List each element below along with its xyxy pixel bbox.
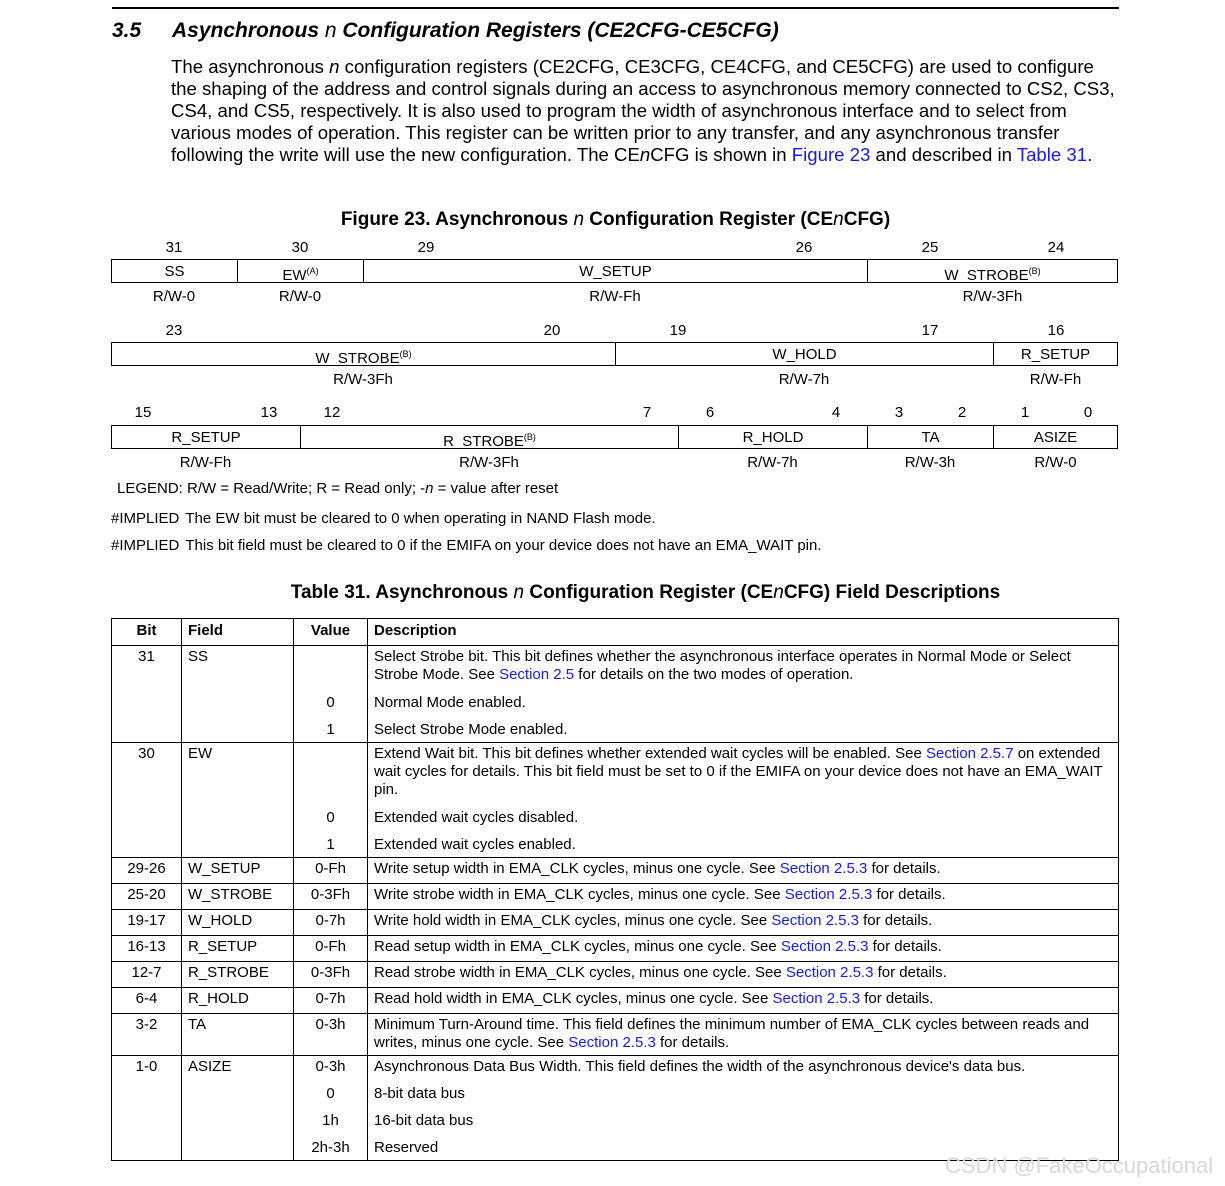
figure-title-text: CFG)	[843, 209, 891, 230]
field-w-hold	[616, 343, 994, 365]
header-description: Description	[368, 619, 1119, 646]
intro-text: CFG is shown in	[650, 144, 792, 165]
note-tag: #IMPLIED	[111, 510, 180, 527]
field-name: ASIZE	[1033, 429, 1078, 446]
table-row	[112, 1014, 1119, 1056]
cell-field: R_HOLD	[182, 988, 294, 1014]
table-row	[112, 743, 1119, 801]
field-ss	[112, 260, 238, 282]
register-row-3	[111, 425, 1118, 449]
intro-n: n	[329, 56, 340, 77]
desc-text: Extend Wait bit. This bit defines whether extended wait cycles will be enabled. See	[374, 745, 926, 762]
intro-text: The asynchronous	[171, 56, 330, 77]
field-name: W_HOLD	[772, 346, 837, 363]
cell-value: 0-3Fh	[294, 962, 368, 988]
cell-description: Normal Mode enabled.	[368, 685, 1119, 713]
desc-text: for details.	[858, 912, 933, 929]
desc-text: Read strobe width in EMA_CLK cycles, minus one cycle. See	[374, 964, 786, 981]
bit-number: 29	[417, 239, 435, 256]
field-r-setup	[994, 343, 1117, 365]
bit-number: 12	[323, 404, 341, 421]
access-value: R/W-0	[152, 288, 196, 305]
register-legend	[117, 480, 558, 497]
access-row-1	[111, 288, 1118, 308]
bit-number: 19	[669, 322, 687, 339]
table-title-n: n	[513, 582, 525, 603]
cell-description: Reserved	[368, 1131, 1119, 1161]
header-field: Field	[182, 619, 294, 646]
cell-value: 0-Fh	[294, 936, 368, 962]
desc-text: Select Strobe bit. This bit defines whether the asynchronous interface operates in Normal Mode or Select Strobe Mode. See	[374, 648, 1071, 683]
cell-bit: 6-4	[112, 988, 182, 1014]
bit-numbers-row-3	[112, 404, 1119, 424]
cell-bit: 25-20	[112, 884, 182, 910]
field-descriptions-table	[111, 618, 1119, 1161]
desc-text: for details on the two modes of operation.	[574, 666, 854, 683]
cell-value: 0-3Fh	[294, 884, 368, 910]
table-row	[112, 962, 1119, 988]
field-name: R_SETUP	[171, 429, 241, 446]
intro-text: and described in	[870, 144, 1017, 165]
bit-number: 6	[705, 404, 715, 421]
cell-description	[368, 884, 1119, 910]
note-tag: #IMPLIED	[111, 537, 180, 554]
cell-value: 0-Fh	[294, 858, 368, 884]
field-w-strobe	[112, 343, 616, 365]
cell-value: 0-7h	[294, 910, 368, 936]
table-row	[112, 646, 1119, 686]
bit-number: 15	[134, 404, 152, 421]
access-value: R/W-0	[1034, 454, 1077, 471]
cell-description	[368, 936, 1119, 962]
field-name: SS	[164, 263, 185, 280]
footnote-ref: (B)	[399, 349, 412, 359]
cell-field: SS	[182, 646, 294, 743]
access-value: R/W-Fh	[589, 288, 641, 305]
table-row	[112, 910, 1119, 936]
figure-note	[111, 510, 656, 527]
desc-text: Write strobe width in EMA_CLK cycles, minus one cycle. See	[374, 886, 785, 903]
desc-text: Write hold width in EMA_CLK cycles, minus one cycle. See	[374, 912, 772, 929]
section-title-n: n	[324, 19, 337, 42]
desc-text: for details.	[868, 938, 942, 955]
section-number: 3.5	[112, 19, 142, 42]
field-w-setup	[364, 260, 868, 282]
cell-value: 0-7h	[294, 988, 368, 1014]
section-title	[112, 19, 779, 43]
bit-number: 23	[165, 322, 183, 339]
cell-bit: 30	[112, 743, 182, 858]
desc-text: for details.	[655, 1034, 730, 1051]
table-row	[112, 988, 1119, 1014]
bit-number: 24	[1047, 239, 1065, 256]
access-value: R/W-3Fh	[962, 288, 1023, 305]
desc-text: on extended wait cycles for details. This bit field must be set to 0 if the EMIFA on your device does not have an EMA_WAIT pin.	[374, 745, 1103, 798]
desc-text: for details.	[872, 886, 946, 903]
access-row-3	[111, 454, 1118, 474]
field-r-hold	[679, 426, 868, 448]
section-link[interactable]: Section 2.5.3	[779, 860, 868, 877]
bit-number: 20	[543, 322, 561, 339]
field-name: TA	[921, 429, 940, 446]
cell-field: W_SETUP	[182, 858, 294, 884]
footnote-ref: (A)	[306, 266, 319, 276]
figure-title	[112, 209, 1119, 231]
legend-text: = value after reset	[433, 480, 559, 497]
section-title-post: Configuration Registers (CE2CFG-CE5CFG)	[336, 19, 779, 42]
desc-text: Read hold width in EMA_CLK cycles, minus one cycle. See	[374, 990, 773, 1007]
desc-text: for details.	[873, 964, 947, 981]
field-r-setup	[112, 426, 301, 448]
cell-value: 0	[294, 685, 368, 713]
cell-bit: 1-0	[112, 1056, 182, 1161]
cell-bit: 3-2	[112, 1014, 182, 1056]
register-row-1	[111, 259, 1118, 283]
access-value: R/W-7h	[778, 371, 830, 388]
field-name: R_HOLD	[742, 429, 804, 446]
cell-description	[368, 962, 1119, 988]
table-title-n: n	[773, 582, 784, 603]
cell-bit: 12-7	[112, 962, 182, 988]
desc-text: for details.	[860, 990, 934, 1007]
cell-field: W_STROBE	[182, 884, 294, 910]
cell-description: Extended wait cycles disabled.	[368, 800, 1119, 828]
cell-description	[368, 1014, 1119, 1056]
cell-value: 2h-3h	[294, 1131, 368, 1161]
section-link[interactable]: Section 2.5.7	[925, 745, 1014, 762]
table-row	[112, 936, 1119, 962]
table-row	[112, 858, 1119, 884]
cell-value: 0-3h	[294, 1014, 368, 1056]
intro-n: n	[639, 144, 651, 165]
figure-23-link[interactable]: Figure 23	[791, 144, 871, 165]
access-row-2	[111, 371, 1118, 391]
figure-title-text: Figure 23. Asynchronous	[340, 209, 574, 230]
bit-number: 4	[831, 404, 841, 421]
bit-number: 2	[957, 404, 967, 421]
cell-description: 8-bit data bus	[368, 1077, 1119, 1104]
bit-number: 31	[165, 239, 183, 256]
figure-title-n: n	[573, 209, 585, 230]
field-name: W_STROBE	[944, 267, 1029, 284]
field-name: W_SETUP	[579, 263, 652, 280]
desc-text: Minimum Turn-Around time. This field defines the minimum number of EMA_CLK cycles between reads and writes, minus one cycle. See	[374, 1016, 1090, 1051]
cell-description	[368, 988, 1119, 1014]
table-header-row	[112, 619, 1119, 646]
desc-text: for details.	[867, 860, 941, 877]
cell-value: 0	[294, 800, 368, 828]
note-text: This bit field must be cleared to 0 if the EMIFA on your device does not have an EMA_WAIT pin.	[185, 537, 822, 554]
bit-number: 25	[921, 239, 939, 256]
field-name: R_SETUP	[1020, 346, 1091, 363]
cell-field: R_SETUP	[182, 936, 294, 962]
access-value: R/W-Fh	[179, 454, 232, 471]
cell-bit: 29-26	[112, 858, 182, 884]
cell-field: R_STROBE	[182, 962, 294, 988]
table-title-text: Configuration Register (CE	[524, 582, 774, 603]
header-value: Value	[294, 619, 368, 646]
table-title-text: Table 31. Asynchronous	[290, 582, 514, 603]
field-w-strobe	[868, 260, 1117, 282]
field-ew	[238, 260, 364, 282]
bit-number: 0	[1083, 404, 1093, 421]
cell-value: 1	[294, 713, 368, 743]
field-asize	[994, 426, 1117, 448]
intro-text: configuration registers (CE2CFG, CE3CFG, CE4CFG, and CE5CFG) are used to configure the shaping of the address and control signals during an access to asynchronous memory connected to CS2, CS3, CS4, and CS5, respectively. It is also used to program the width of asynchronous interface and to select from various modes of operation. This register can be written prior to any transfer, and any asynchronous transfer following the write will use the new configuration. The CE	[171, 56, 1115, 165]
header-bit: Bit	[112, 619, 182, 646]
cell-value: 0-3h	[294, 1056, 368, 1078]
table-title-text: CFG) Field Descriptions	[783, 582, 1001, 603]
watermark: CSDN @FakeOccupational	[945, 1153, 1214, 1178]
legend-text: LEGEND: R/W = Read/Write; R = Read only; -	[117, 480, 426, 497]
desc-text: Read setup width in EMA_CLK cycles, minus one cycle. See	[374, 938, 781, 955]
footnote-ref: (B)	[1028, 266, 1041, 276]
access-value: R/W-0	[278, 288, 322, 305]
cell-field: TA	[182, 1014, 294, 1056]
figure-title-n: n	[833, 209, 844, 230]
cell-description	[368, 743, 1119, 801]
field-ta	[868, 426, 994, 448]
cell-description	[368, 910, 1119, 936]
field-name: R_STROBE	[443, 433, 524, 450]
cell-description: Select Strobe Mode enabled.	[368, 713, 1119, 743]
section-link[interactable]: Section 2.5.3	[785, 964, 874, 981]
register-row-2	[111, 342, 1118, 366]
footnote-ref: (B)	[523, 432, 536, 442]
figure-note	[111, 537, 822, 554]
cell-value: 0	[294, 1077, 368, 1104]
access-value: R/W-3h	[904, 454, 956, 471]
legend-n: n	[425, 480, 434, 497]
table-row	[112, 884, 1119, 910]
cell-field: ASIZE	[182, 1056, 294, 1161]
cell-bit: 16-13	[112, 936, 182, 962]
section-link[interactable]: Section 2.5.3	[784, 886, 873, 903]
access-value: R/W-Fh	[1029, 371, 1082, 388]
section-title-pre: Asynchronous	[172, 19, 325, 42]
intro-paragraph	[171, 56, 1121, 166]
cell-description: 16-bit data bus	[368, 1104, 1119, 1131]
cell-description	[368, 646, 1119, 686]
access-value: R/W-3Fh	[333, 371, 393, 388]
field-name: W_STROBE	[315, 350, 400, 367]
access-value: R/W-3Fh	[459, 454, 519, 471]
bit-number: 1	[1020, 404, 1030, 421]
cell-value	[294, 646, 368, 686]
bit-number: 17	[921, 322, 939, 339]
table-title	[112, 582, 1179, 604]
figure-title-text: Configuration Register (CE	[584, 209, 834, 230]
cell-field: W_HOLD	[182, 910, 294, 936]
cell-bit: 19-17	[112, 910, 182, 936]
section-link[interactable]: Section 2.5.3	[780, 938, 869, 955]
desc-text: Write setup width in EMA_CLK cycles, minus one cycle. See	[374, 860, 780, 877]
cell-value: 1h	[294, 1104, 368, 1131]
intro-text: .	[1087, 144, 1093, 165]
section-link[interactable]: Section 2.5.3	[568, 1034, 656, 1051]
field-name: EW	[282, 267, 307, 284]
bit-number: 7	[642, 404, 652, 421]
section-link[interactable]: Section 2.5.3	[771, 912, 859, 929]
section-link[interactable]: Section 2.5	[499, 666, 575, 683]
cell-value	[294, 743, 368, 801]
bit-number: 26	[795, 239, 813, 256]
note-text: The EW bit must be cleared to 0 when operating in NAND Flash mode.	[185, 510, 656, 527]
top-rule	[112, 7, 1119, 9]
bit-number: 30	[291, 239, 309, 256]
cell-description: Asynchronous Data Bus Width. This field defines the width of the asynchronous device's data bus.	[368, 1056, 1119, 1078]
cell-field: EW	[182, 743, 294, 858]
cell-value: 1	[294, 828, 368, 858]
table-31-link[interactable]: Table 31	[1016, 144, 1088, 165]
bit-number: 16	[1047, 322, 1065, 339]
cell-description: Extended wait cycles enabled.	[368, 828, 1119, 858]
access-value: R/W-7h	[747, 454, 798, 471]
cell-bit: 31	[112, 646, 182, 743]
cell-description	[368, 858, 1119, 884]
bit-number: 3	[894, 404, 904, 421]
section-link[interactable]: Section 2.5.3	[772, 990, 861, 1007]
table-row	[112, 1056, 1119, 1078]
bit-numbers-row-2	[112, 322, 1119, 342]
bit-number: 13	[260, 404, 278, 421]
field-r-strobe	[301, 426, 679, 448]
bit-numbers-row-1	[112, 239, 1119, 259]
